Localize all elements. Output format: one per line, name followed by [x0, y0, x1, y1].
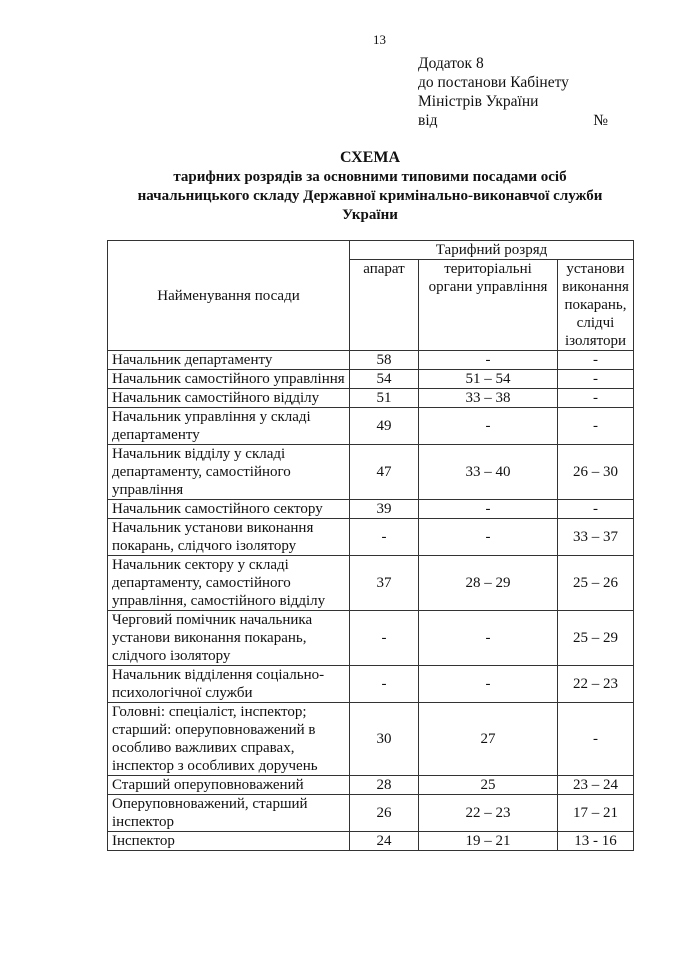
apparat-cell: - — [350, 611, 419, 666]
column-header-apparat: апарат — [350, 260, 419, 351]
apparat-cell: 39 — [350, 500, 419, 519]
date-label: від — [418, 112, 438, 129]
position-name-cell: Начальник самостійного управління — [108, 370, 350, 389]
territorial-cell: - — [419, 500, 558, 519]
territorial-cell: - — [419, 408, 558, 445]
table-row — [108, 776, 634, 795]
territorial-cell: 25 — [419, 776, 558, 795]
document-title — [100, 148, 640, 225]
institutions-cell: 23 – 24 — [558, 776, 634, 795]
position-name-cell: Черговий помічник начальника установи виконання покарань, слідчого ізолятору — [108, 611, 350, 666]
apparat-cell: 37 — [350, 556, 419, 611]
column-group-tariff-grade: Тарифний розряд — [350, 241, 634, 260]
institutions-cell: - — [558, 703, 634, 776]
table-row — [108, 832, 634, 851]
table-row — [108, 408, 634, 445]
position-name-cell: Оперуповноважений, старший інспектор — [108, 795, 350, 832]
position-name-cell: Начальник управління у складі департаменту — [108, 408, 350, 445]
apparat-cell: - — [350, 519, 419, 556]
tariff-table — [107, 240, 634, 851]
territorial-cell: 27 — [419, 703, 558, 776]
table-row — [108, 351, 634, 370]
table-row — [108, 556, 634, 611]
institutions-cell: 17 – 21 — [558, 795, 634, 832]
position-name-cell: Начальник відділення соціально-психологічної служби — [108, 666, 350, 703]
position-name-cell: Начальник самостійного відділу — [108, 389, 350, 408]
territorial-cell: 51 – 54 — [419, 370, 558, 389]
position-name-cell: Головні: спеціаліст, інспектор; старший: оперуповноважений в особливо важливих справах, інспектор з особливих доручень — [108, 703, 350, 776]
apparat-cell: 49 — [350, 408, 419, 445]
appendix-date-number-line — [418, 111, 608, 130]
territorial-cell: 22 – 23 — [419, 795, 558, 832]
territorial-cell: 19 – 21 — [419, 832, 558, 851]
institutions-cell: 13 - 16 — [558, 832, 634, 851]
table-row — [108, 389, 634, 408]
territorial-cell: 28 – 29 — [419, 556, 558, 611]
appendix-header — [418, 54, 618, 130]
institutions-cell: - — [558, 351, 634, 370]
table-row — [108, 500, 634, 519]
institutions-cell: 25 – 26 — [558, 556, 634, 611]
apparat-cell: 51 — [350, 389, 419, 408]
territorial-cell: - — [419, 519, 558, 556]
position-name-cell: Начальник сектору у складі департаменту, самостійного управління, самостійного відділу — [108, 556, 350, 611]
position-name-cell: Старший оперуповноважений — [108, 776, 350, 795]
institutions-cell: 26 – 30 — [558, 445, 634, 500]
territorial-cell: - — [419, 611, 558, 666]
territorial-cell: - — [419, 666, 558, 703]
appendix-number: Додаток 8 — [418, 55, 484, 72]
page-number: 13 — [373, 32, 386, 47]
table-row — [108, 445, 634, 500]
apparat-cell: 24 — [350, 832, 419, 851]
appendix-resolution: до постанови Кабінету — [418, 74, 569, 91]
institutions-cell: 22 – 23 — [558, 666, 634, 703]
institutions-cell: - — [558, 500, 634, 519]
number-label: № — [593, 112, 608, 129]
territorial-cell: 33 – 38 — [419, 389, 558, 408]
position-name-cell: Начальник самостійного сектору — [108, 500, 350, 519]
institutions-cell: - — [558, 370, 634, 389]
table-row — [108, 611, 634, 666]
apparat-cell: 26 — [350, 795, 419, 832]
table-row — [108, 795, 634, 832]
table-row — [108, 519, 634, 556]
apparat-cell: 28 — [350, 776, 419, 795]
title-main: СХЕМА — [339, 149, 401, 166]
apparat-cell: 30 — [350, 703, 419, 776]
position-name-cell: Начальник відділу у складі департаменту, самостійного управління — [108, 445, 350, 500]
title-line-2: начальницького складу Державної кримінально-виконавчої служби — [137, 188, 603, 204]
title-line-3: України — [342, 207, 398, 223]
column-header-territorial: територіальні органи управління — [419, 260, 558, 351]
table-row — [108, 703, 634, 776]
apparat-cell: 58 — [350, 351, 419, 370]
appendix-cabinet: Міністрів України — [418, 93, 539, 110]
position-name-cell: Начальник департаменту — [108, 351, 350, 370]
table-row — [108, 666, 634, 703]
territorial-cell: 33 – 40 — [419, 445, 558, 500]
institutions-cell: - — [558, 389, 634, 408]
position-name-cell: Начальник установи виконання покарань, слідчого ізолятору — [108, 519, 350, 556]
institutions-cell: 33 – 37 — [558, 519, 634, 556]
institutions-cell: - — [558, 408, 634, 445]
table-row — [108, 370, 634, 389]
territorial-cell: - — [419, 351, 558, 370]
column-header-institutions: установи виконання покарань, слідчі ізолятори — [558, 260, 634, 351]
column-header-position: Найменування посади — [108, 241, 350, 351]
apparat-cell: 47 — [350, 445, 419, 500]
institutions-cell: 25 – 29 — [558, 611, 634, 666]
apparat-cell: - — [350, 666, 419, 703]
position-name-cell: Інспектор — [108, 832, 350, 851]
apparat-cell: 54 — [350, 370, 419, 389]
title-line-1: тарифних розрядів за основними типовими посадами осіб — [173, 169, 567, 185]
